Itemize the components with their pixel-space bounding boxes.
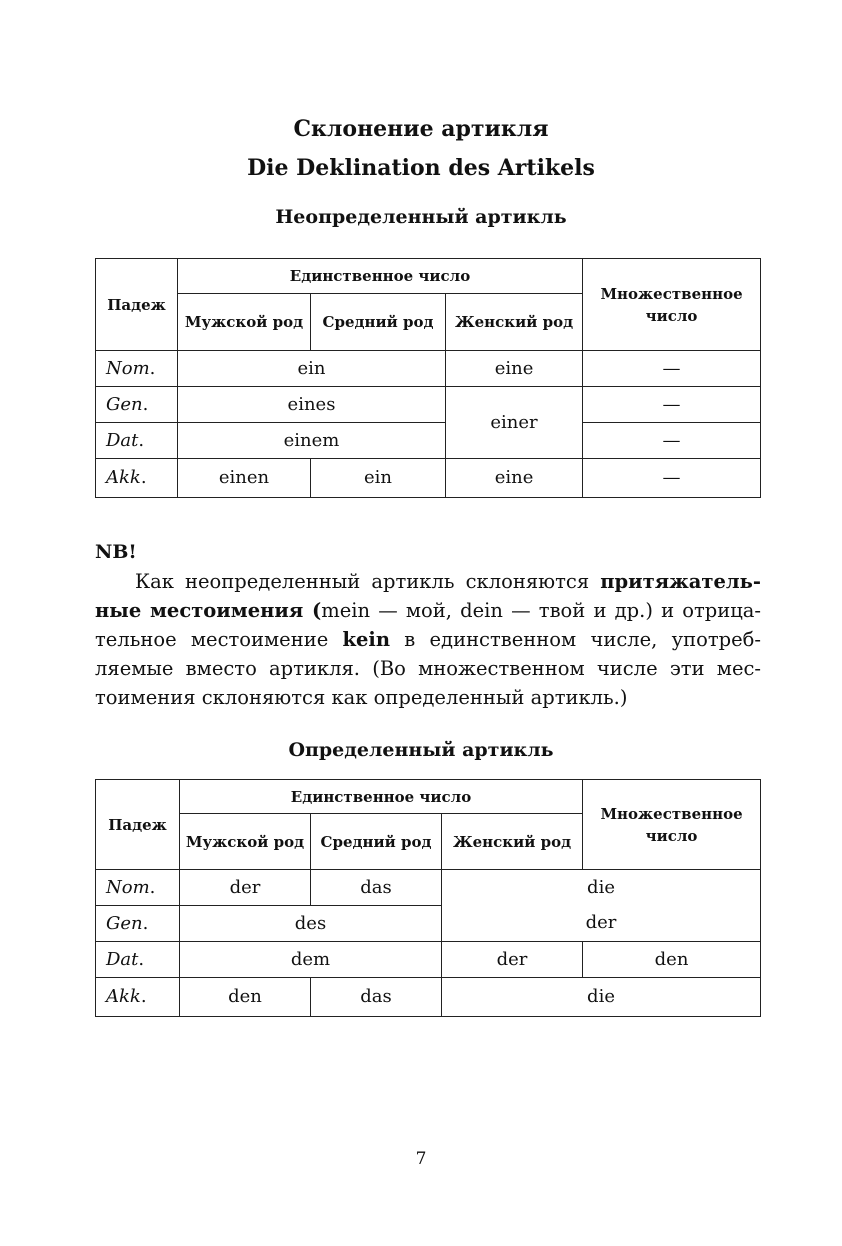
- table-row: [96, 978, 761, 1017]
- cell-feminine: der: [442, 942, 583, 978]
- cell-plural: —: [583, 459, 761, 498]
- cell-neuter: das: [311, 978, 442, 1017]
- page-title-german: Die Deklination des Artikels: [247, 155, 595, 181]
- cell-masc-neut: einem: [178, 423, 446, 459]
- indefinite-article-heading: Неопределенный артикль: [275, 206, 567, 228]
- cell-neuter: das: [311, 870, 442, 906]
- plural-header: Множественное число: [583, 259, 761, 351]
- case-label: Akk.: [96, 459, 178, 498]
- case-label: Dat.: [96, 423, 178, 459]
- table-row: [96, 423, 761, 459]
- table-row: [96, 870, 761, 906]
- case-header: Падеж: [96, 259, 178, 351]
- nb-heading: NB!: [95, 541, 137, 563]
- table-row: [96, 459, 761, 498]
- case-label: Nom.: [96, 351, 178, 387]
- table-row: [96, 351, 761, 387]
- cell-plural: —: [583, 351, 761, 387]
- cell-neuter: ein: [311, 459, 446, 498]
- cell-masc-neut: des: [180, 906, 442, 942]
- case-label: Nom.: [96, 870, 180, 906]
- indefinite-article-table: [95, 258, 761, 498]
- table-row: [96, 906, 761, 942]
- singular-header: Единственное число: [178, 259, 583, 294]
- table-row: [96, 387, 761, 423]
- case-label: Akk.: [96, 978, 180, 1017]
- cell-plural: —: [583, 423, 761, 459]
- cell-masculine: einen: [178, 459, 311, 498]
- feminine-header: Женский род: [442, 814, 583, 870]
- table-row: [96, 942, 761, 978]
- cell-masculine: der: [180, 870, 311, 906]
- cell-plural: den: [583, 942, 761, 978]
- definite-article-heading: Определенный артикль: [288, 739, 554, 761]
- definite-article-table: [95, 779, 761, 1017]
- nb-paragraph: Как неопределенный артикль склоняются притяжательные местоимения (mein — мой, dein — твой и др.) и отрицательное местоимение kein в единственном числе, употребляемые вместо артикля. (Во множественном числе эти местоимения склоняются как определенный артикль.): [95, 570, 762, 709]
- feminine-header: Женский род: [446, 294, 583, 351]
- cell-masc-neut: ein: [178, 351, 446, 387]
- cell-masc-neut: eines: [178, 387, 446, 423]
- cell-feminine: eine: [446, 351, 583, 387]
- cell-feminine-plural: die: [442, 870, 761, 906]
- case-label: Gen.: [96, 387, 178, 423]
- plural-header: Множественное число: [583, 780, 761, 870]
- cell-feminine-plural: die: [442, 978, 761, 1017]
- case-label: Gen.: [96, 906, 180, 942]
- neuter-header: Средний род: [311, 294, 446, 351]
- page-title-russian: Склонение артикля: [293, 116, 549, 142]
- case-label: Dat.: [96, 942, 180, 978]
- cell-masculine: den: [180, 978, 311, 1017]
- masculine-header: Мужской род: [180, 814, 311, 870]
- case-header: Падеж: [96, 780, 180, 870]
- neuter-header: Средний род: [311, 814, 442, 870]
- masculine-header: Мужской род: [178, 294, 311, 351]
- cell-feminine-gen-dat: einer: [446, 387, 583, 459]
- cell-masc-neut: dem: [180, 942, 442, 978]
- cell-plural: —: [583, 387, 761, 423]
- singular-header: Единственное число: [180, 780, 583, 814]
- cell-feminine-plural: der: [442, 906, 761, 942]
- cell-feminine: eine: [446, 459, 583, 498]
- page-number: 7: [415, 1149, 427, 1169]
